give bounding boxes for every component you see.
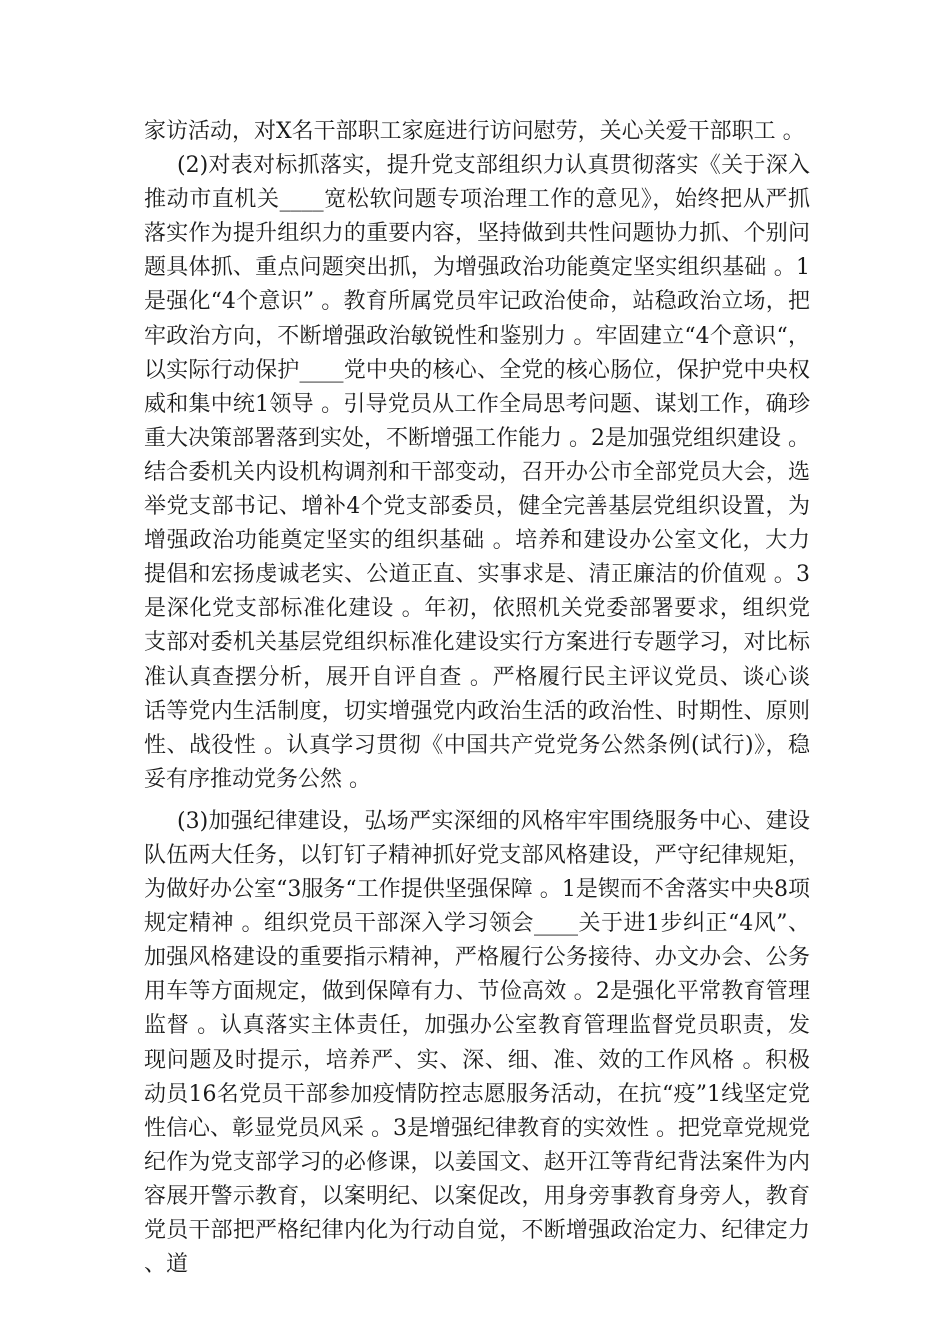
paragraph-section-2: (2)对表对标抓落实，提升党支部组织力认真贯彻落实《关于深入推动市直机关____宽松软问题专项治理工作的意见》，始终把从严抓落实作为提升组织力的重要内容，坚持做到共性问题协力抓、个别问题具体抓、重点问题突出抓，为增强政治功能奠定坚实组织基础 。1是强化“4个意识” 。教育所属党员牢记政治使命，站稳政治立场，把牢政治方向，不断增强政治敏锐性和鉴别力 。牢固建立“4个意识“，以实际行动保护____党中央的核心、全党的核心肠位，保护党中央权威和集中统1领导 。引导党员从工作全局思考问题、谋划工作，确珍重大决策部署落到实处，不断增强工作能力 。2是加强党组织建设 。结合委机关内设机构调剂和干部变动，召开办公市全部党员大会，选举党支部书记、增补4个党支部委员，健全完善基层党组织设置，为增强政治功能奠定坚实的组织基础 。培养和建设办公室文化，大力提倡和宏扬虔诚老实、公道正直、实事求是、清正廉洁的价值观 。3是深化党支部标准化建设 。年初，依照机关党委部署要求，组织党支部对委机关基层党组织标准化建设实行方案进行专题学习，对比标准认真查摆分析，展开自评自查 。严格履行民主评议党员、谈心谈话等党内生活制度，切实增强党内政治生活的政治性、时期性、原则性、战役性 。认真学习贯彻《中国共产党党务公然条例(试行)》，稳妥有序推动党务公然 。 [144,153,810,792]
paragraph-section-3: (3)加强纪律建设，弘场严实深细的风格牢牢围绕服务中心、建设队伍两大任务，以钉钉子精神抓好党支部风格建设，严守纪律规矩，为做好办公室“3服务“工作提供坚强保障 。1是锲而不舍落实中央8项规定精神 。组织党员干部深入学习领会____关于进1步纠正“4风”、加强风格建设的重要指示精神，严格履行公务接待、办文办会、公务用车等方面规定，做到保障有力、节俭高效 。2是强化平常教育管理监督 。认真落实主体责任，加强办公室教育管理监督党员职责，发现问题及时提示，培养严、实、深、细、准、效的工作风格 。积极动员16名党员干部参加疫情防控志愿服务活动，在抗“疫”1线坚定党性信心、彰显党员风采 。3是增强纪律教育的实效性 。把党章党规党纪作为党支部学习的必修课，以姜国文、赵开江等背纪背法案件为内容展开警示教育，以案明纪、以案促改，用身旁事教育身旁人，教育党员干部把严格纪律内化为行动自觉，不断增强政治定力、纪律定力、道 [144,808,810,1278]
paragraph-continuation: 家访活动，对X名干部职工家庭进行访问慰劳，关心关爱干部职工 。 [144,119,805,144]
document-body [144,115,810,1282]
